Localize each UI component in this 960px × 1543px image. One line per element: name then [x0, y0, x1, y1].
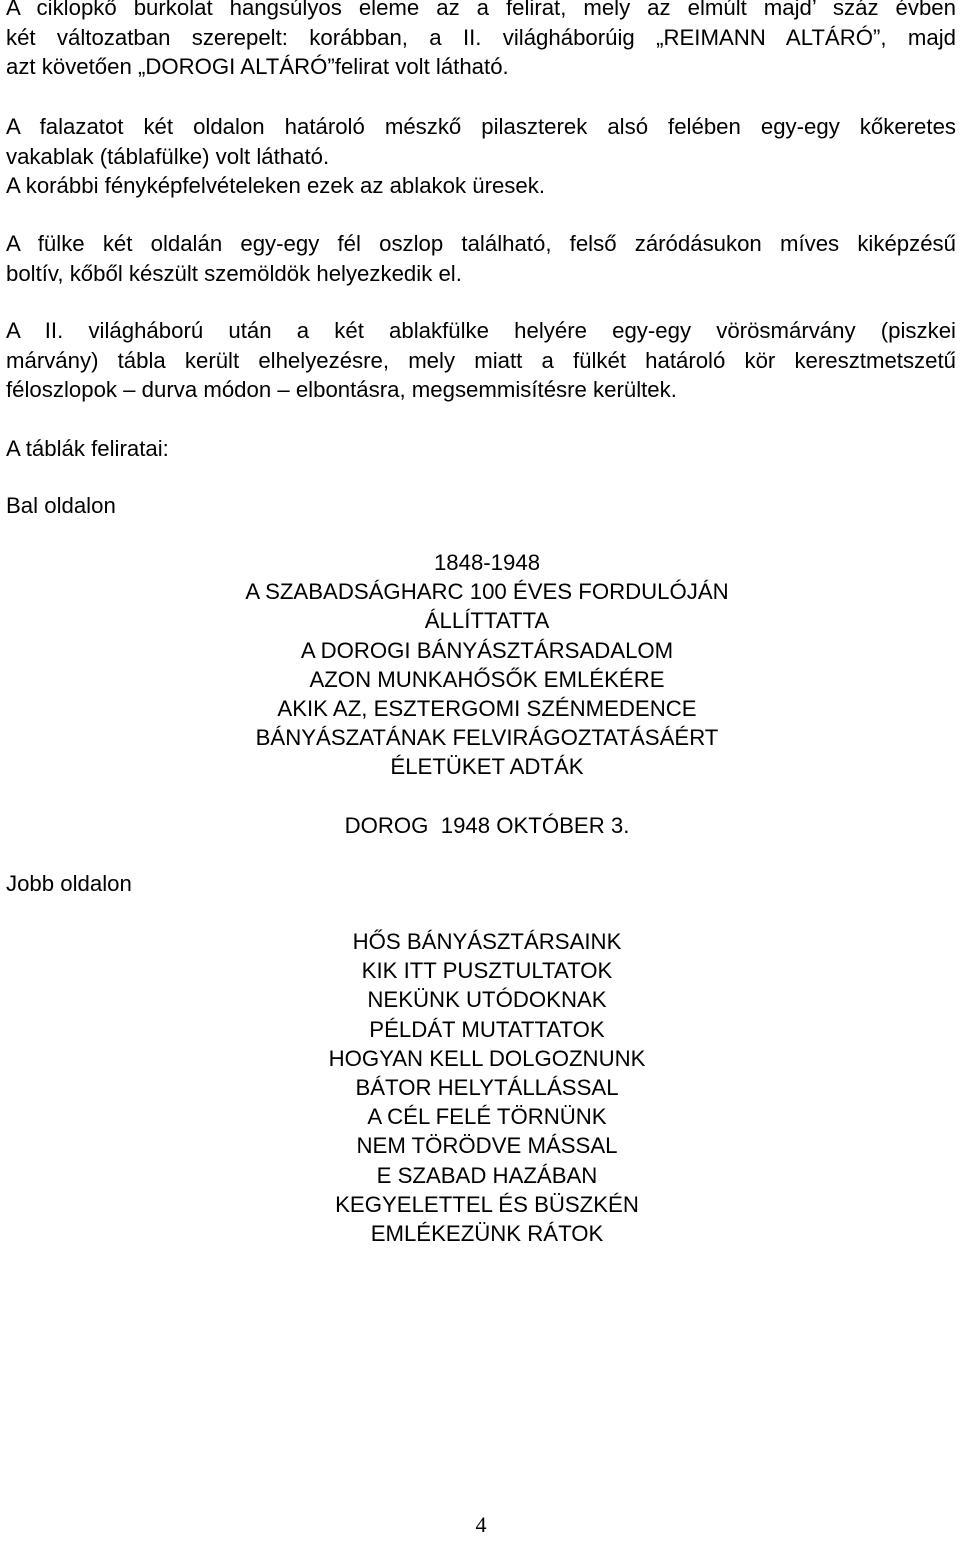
inscription-line: BÁTOR HELYTÁLLÁSSAL — [355, 1075, 619, 1101]
inscription-line: AKIK AZ, ESZTERGOMI SZÉNMEDENCE — [277, 696, 697, 722]
left-inscription — [6, 548, 960, 782]
page-number: 4 — [475, 1512, 487, 1537]
right-inscription — [6, 927, 960, 1248]
inscription-line: KIK ITT PUSZTULTATOK — [361, 958, 613, 984]
inscription-line: 1848-1948 — [433, 550, 541, 575]
paragraph-line: vakablak (táblafülke) volt látható. — [6, 143, 330, 169]
inscription-line: KEGYELETTEL ÉS BÜSZKÉN — [335, 1191, 639, 1217]
inscription-line: EMLÉKEZÜNK RÁTOK — [370, 1221, 604, 1247]
inscriptions-intro: A táblák feliratai: — [6, 436, 169, 461]
inscription-line: BÁNYÁSZATÁNAK FELVIRÁGOZTATÁSÁÉRT — [255, 725, 719, 751]
paragraph-line: két változatban szerepelt: korábban, a II. világháborúig „REIMANN ALTÁRÓ”, majd — [6, 24, 956, 50]
paragraph-vilaghaboru-utan — [6, 316, 956, 405]
paragraph-ciklopko-felirat — [6, 0, 956, 82]
inscription-line: A SZABADSÁGHARC 100 ÉVES FORDULÓJÁN — [245, 579, 729, 605]
inscription-line: ÉLETÜKET ADTÁK — [390, 754, 584, 780]
inscription-line: NEKÜNK UTÓDOKNAK — [367, 987, 607, 1013]
paragraph-line: féloszlopok – durva módon – elbontásra, megsemmisítésre kerültek. — [6, 377, 677, 402]
inscription-line: NEM TÖRÖDVE MÁSSAL — [356, 1133, 618, 1159]
paragraph-line: A korábbi fényképfelvételeken ezek az ablakok üresek. — [6, 173, 545, 198]
paragraph-line: azt követően „DOROGI ALTÁRÓ”felirat volt látható. — [6, 54, 509, 79]
inscription-line: HŐS BÁNYÁSZTÁRSAINK — [352, 929, 622, 954]
right-side-label: Jobb oldalon — [6, 871, 132, 896]
inscription-line: E SZABAD HAZÁBAN — [376, 1162, 598, 1188]
inscription-line: ÁLLÍTTATTA — [424, 608, 550, 634]
left-side-label: Bal oldalon — [6, 493, 116, 518]
inscription-line: A DOROGI BÁNYÁSZTÁRSADALOM — [300, 637, 674, 663]
inscription-line: HOGYAN KELL DOLGOZNUNK — [328, 1045, 646, 1071]
paragraph-line: márvány) tábla került elhelyezésre, mely miatt a fülkét határoló kör keresztmetszetű — [6, 347, 956, 373]
document-page — [6, 0, 956, 1543]
paragraph-fulke-oszlop — [6, 229, 956, 288]
inscription-line: A CÉL FELÉ TÖRNÜNK — [367, 1104, 607, 1130]
paragraph-line: A fülke két oldalán egy-egy fél oszlop található, felső záródásukon míves kiképzésű — [6, 231, 956, 256]
paragraph-line: A II. világháború után a két ablakfülke helyére egy-egy vörösmárvány (piszkei — [6, 318, 956, 343]
inscription-line: PÉLDÁT MUTATTATOK — [369, 1016, 605, 1042]
paragraph-pilaszterek — [6, 112, 956, 201]
paragraph-line: A ciklopkő burkolat hangsúlyos eleme az a felirat, mely az elmúlt majd’ száz évben — [6, 0, 956, 20]
inscription-line: AZON MUNKAHŐSŐK EMLÉKÉRE — [309, 666, 665, 692]
left-inscription-date: DOROG 1948 OKTÓBER 3. — [344, 813, 630, 838]
paragraph-line: boltív, kőből készült szemöldök helyezkedik el. — [6, 260, 462, 286]
paragraph-line: A falazatot két oldalon határoló mészkő pilaszterek alsó felében egy-egy kőkeretes — [6, 114, 956, 139]
